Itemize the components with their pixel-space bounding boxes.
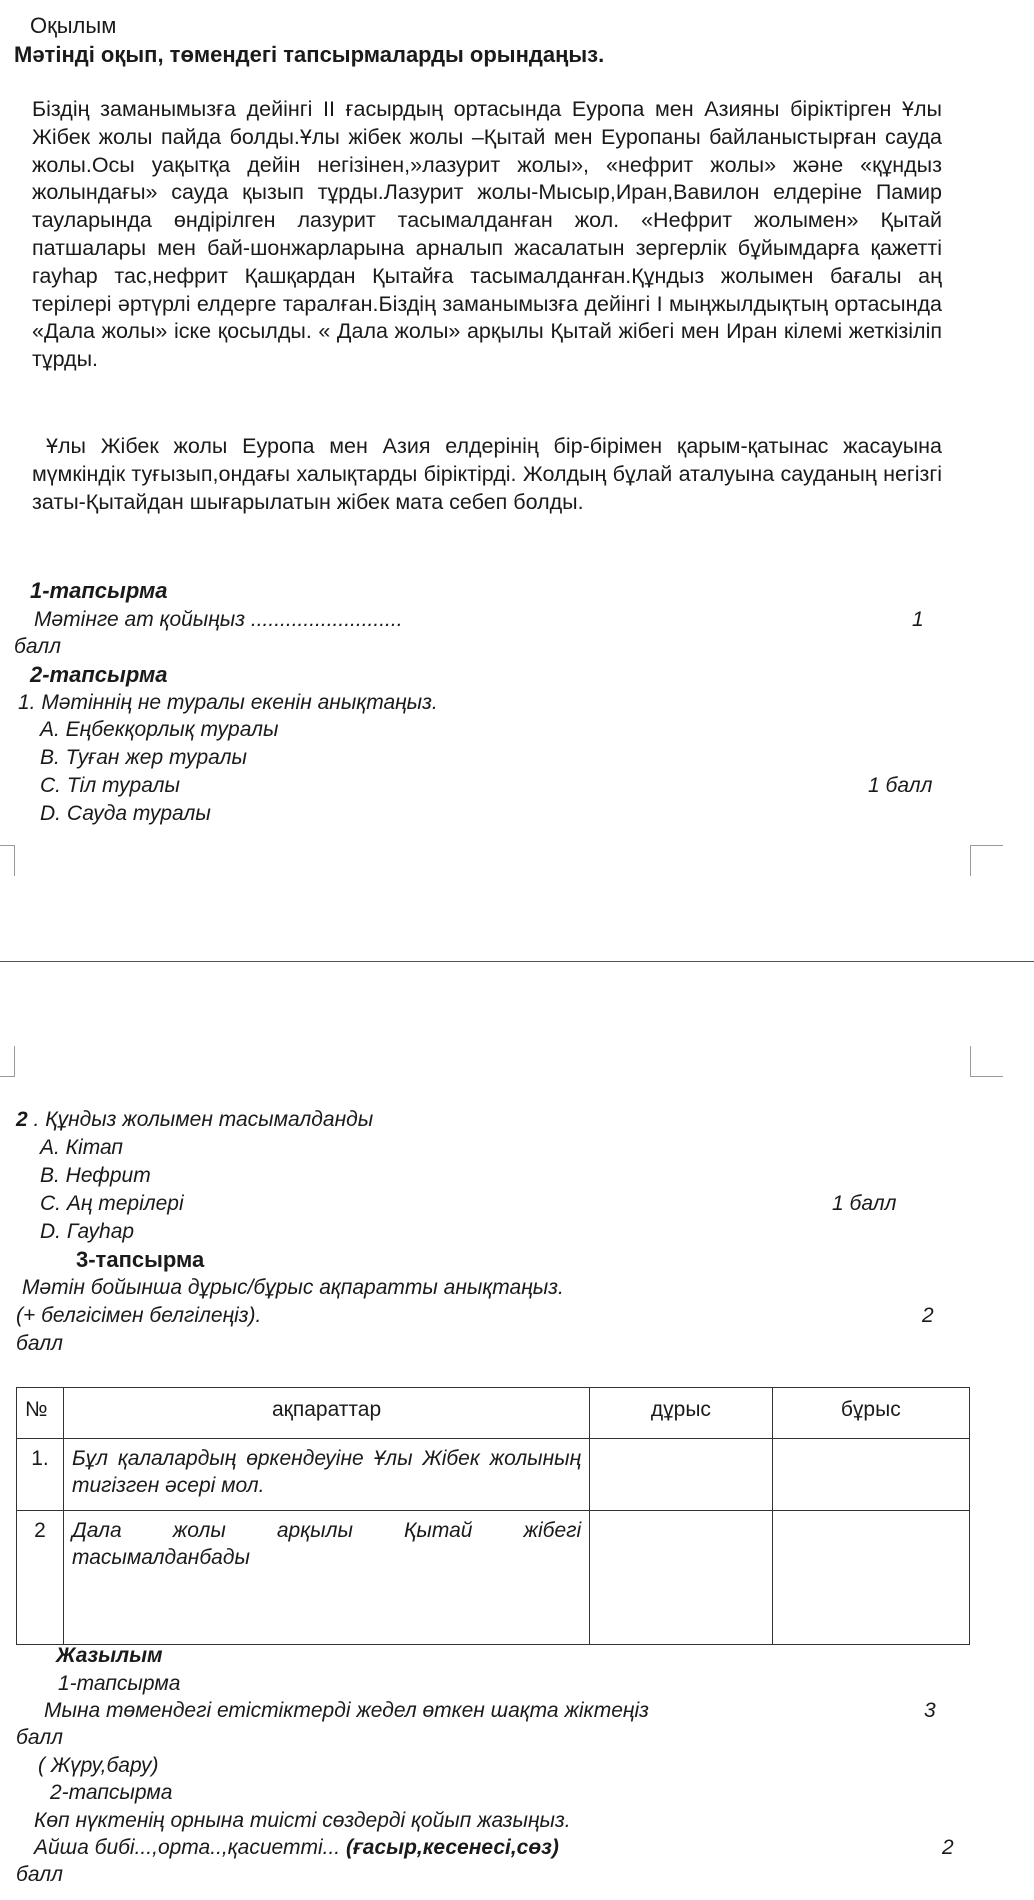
row-wrong-cell[interactable] bbox=[772, 1439, 969, 1511]
section-title-writing: Жазылым bbox=[56, 1644, 163, 1667]
table-header-info: ақпараттар bbox=[63, 1388, 589, 1439]
task3-title: 3-тапсырма bbox=[76, 1247, 205, 1272]
row-number: 1. bbox=[17, 1439, 64, 1511]
task3-points-unit: балл bbox=[16, 1332, 63, 1355]
row-statement: Бұл қалалардың өркендеуіне Ұлы Жібек жолының тигізген әсері мол. bbox=[63, 1439, 589, 1511]
row-number: 2 bbox=[17, 1511, 64, 1645]
writing-task2-sentence bbox=[34, 1834, 559, 1862]
q2-option-c: С. Аң терілері bbox=[40, 1192, 184, 1215]
writing-task1-prompt: Мына төмендегі етістіктерді жедел өткен шақта жіктеңіз bbox=[44, 1699, 649, 1722]
row-correct-cell[interactable] bbox=[590, 1439, 772, 1511]
page-corner-mark bbox=[970, 845, 1003, 876]
q1-option-d: D. Сауда туралы bbox=[40, 802, 211, 825]
table-header-row bbox=[17, 1388, 970, 1439]
page-corner-mark bbox=[970, 1046, 1003, 1077]
writing-task2-title: 2-тапсырма bbox=[50, 1781, 173, 1804]
row-correct-cell[interactable] bbox=[590, 1511, 772, 1645]
question2-text: . Құндыз жолымен тасымалданды bbox=[27, 1108, 374, 1131]
table-header-correct: дұрыс bbox=[590, 1388, 772, 1439]
q2-option-a: А. Кітап bbox=[40, 1136, 123, 1159]
task1-prompt: Мәтінге ат қойыңыз .......................... bbox=[34, 608, 403, 631]
table-row bbox=[17, 1511, 970, 1645]
writing-task2-points-value: 2 bbox=[942, 1836, 954, 1859]
writing-task1-title: 1-тапсырма bbox=[58, 1672, 181, 1695]
q1-points: 1 балл bbox=[868, 774, 933, 797]
q2-option-b: В. Нефрит bbox=[40, 1164, 151, 1187]
task3-points-value: 2 bbox=[922, 1304, 934, 1327]
writing-task1-points-unit: балл bbox=[16, 1726, 63, 1749]
page-corner-mark bbox=[0, 1046, 15, 1077]
q1-option-c: С. Тіл туралы bbox=[40, 774, 180, 797]
writing-task2-prompt: Көп нүктенің орнына тиісті сөздерді қойып жазыңыз. bbox=[34, 1809, 571, 1832]
passage-paragraph-1: Біздің заманымызға дейінгі ІІ ғасырдың ортасында Еуропа мен Азияны біріктірген Ұлы Жібек жолы пайда болды.Ұлы жібек жолы –Қытай мен Еуропаны байланыстырған сауда жолы.Осы уақытқа дейін негізінен,»лазурит жолы», «нефрит жолы» және «құндыз жолындағы» сауда қызып тұрды.Лазурит жолы-Мысыр,Иран,Вавилон елдеріне Памир тауларында өндірілген лазурит тасымалданған жол. «Нефрит жолымен» Қытай патшалары мен бай-шонжарларына арналып жасалатын зергерлік бұйымдарға қажетті гауһар тас,нефрит Қашқардан Қытайға тасымалданған.Құндыз жолымен бағалы аң терілері әртүрлі елдерге таралған.Біздің заманымызға дейінгі І мыңжылдықтың ортасында «Дала жолы» іске қосылды. « Дала жолы» арқылы Қытай жібегі мен Иран кілемі жеткізіліп тұрды. bbox=[32, 97, 942, 372]
q2-option-d: D. Гауһар bbox=[40, 1220, 135, 1243]
task3-prompt: Мәтін бойынша дұрыс/бұрыс ақпаратты анықтаңыз. bbox=[22, 1276, 564, 1299]
task2-question1: 1. Мәтіннің не туралы екенін анықтаңыз. bbox=[18, 691, 438, 714]
table-row bbox=[17, 1439, 970, 1511]
writing-task1-points-value: 3 bbox=[924, 1699, 936, 1722]
table-header-number: № bbox=[17, 1388, 64, 1439]
word-bank: (ғасыр,кесенесі,сөз) bbox=[340, 1836, 559, 1859]
task2-question2 bbox=[16, 1106, 373, 1134]
section-title-reading: Оқылым bbox=[30, 13, 117, 38]
task1-title: 1-тапсырма bbox=[30, 578, 168, 603]
question2-number: 2 bbox=[16, 1108, 28, 1131]
q2-points: 1 балл bbox=[832, 1192, 897, 1215]
task1-points-unit: балл bbox=[14, 635, 61, 658]
task2-title: 2-тапсырма bbox=[30, 662, 168, 687]
page-break-divider bbox=[0, 961, 1034, 962]
writing-task2-points-unit: балл bbox=[16, 1863, 63, 1886]
row-statement: Дала жолы арқылы Қытай жібегі тасымалданбады bbox=[63, 1511, 589, 1645]
instruction-heading: Мәтінді оқып, төмендегі тапсырмаларды орындаңыз. bbox=[14, 42, 605, 67]
task3-note: (+ белгісімен белгілеңіз). bbox=[16, 1304, 262, 1327]
table-header-wrong: бұрыс bbox=[772, 1388, 969, 1439]
true-false-table bbox=[16, 1387, 970, 1645]
q1-option-b: В. Туған жер туралы bbox=[40, 746, 247, 769]
writing-task1-words: ( Жүру,бару) bbox=[38, 1754, 159, 1777]
page-corner-mark bbox=[0, 845, 15, 876]
passage-paragraph-2: Ұлы Жібек жолы Еуропа мен Азия елдерінің бір-бірімен қарым-қатынас жасауына мүмкіндік туғызып,ондағы халықтарды біріктірді. Жолдың бұлай аталуына сауданың негізгі заты-Қытайдан шығарылатын жібек мата себеп болды. bbox=[32, 434, 942, 514]
q1-option-a: А. Еңбекқорлық туралы bbox=[40, 718, 279, 741]
sentence-with-blanks: Айша бибі...,орта..,қасиетті... bbox=[34, 1836, 341, 1859]
row-wrong-cell[interactable] bbox=[772, 1511, 969, 1645]
task1-points-value: 1 bbox=[912, 608, 924, 631]
